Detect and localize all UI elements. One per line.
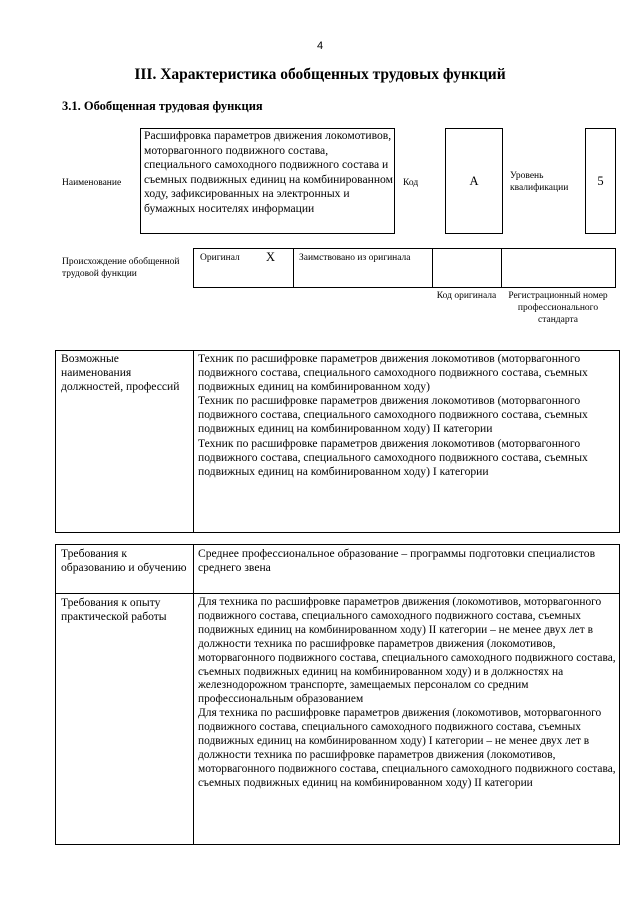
- positions-value: Техник по расшифровке параметров движения локомотивов (моторвагонного подвижного состава, специального самоходного подвижного состава, съемных подвижных единиц на комбинированном ходу) Техник по расшифровке параметров движения локомотивов (моторвагонного подвижного состава, специального самоходного подвижного состава, съемных подвижных единиц на комбинированном ходу) II категории Техник по расшифровке параметров движения локомотивов (моторвагонного подвижного состава, специального самоходного подвижного состава, съемных подвижных единиц на комбинированном ходу) I категории: [198, 352, 588, 478]
- experience-label: Требования к опыту практической работы: [61, 596, 167, 624]
- name-label: Наименование: [62, 178, 122, 188]
- code-original-caption: Код оригинала: [436, 291, 497, 301]
- code-label: Код: [403, 178, 419, 188]
- name-value: Расшифровка параметров движения локомотивов, моторвагонного подвижного состава, специального самоходного подвижного состава и съемных подвижных единиц на комбинированном ходу, зафиксированных на электронных и бумажных носителях информации: [144, 129, 393, 215]
- education-value: Среднее профессиональное образование – программы подготовки специалистов среднего звена: [198, 547, 596, 575]
- original-mark: X: [266, 250, 276, 264]
- education-label: Требования к образованию и обучению: [61, 547, 187, 575]
- level-label: Уровень квалификации: [510, 171, 569, 193]
- subsection-title: 3.1. Обобщенная трудовая функция: [62, 99, 263, 113]
- borrowed-label: Заимствовано из оригинала: [299, 253, 411, 263]
- code-value: А: [469, 174, 479, 188]
- experience-value: Для техника по расшифровке параметров движения (локомотивов, моторвагонного подвижного состава, специального самоходного подвижного состава, съемных подвижных единиц на комбинированном ходу) II категории – не менее двух лет в должности техника по расшифровке параметров движения (локомотивов, моторвагонного подвижного состава, специального самоходного подвижного состава, съемных подвижных единиц на комбинированном ходу) и в должностях на железнодорожном транспорте, замещаемых персоналом со средним профессиональным образованием Для техника по расшифровке параметров движения (локомотивов, моторвагонного подвижного состава, специального самоходного подвижного состава, съемных подвижных единиц на комбинированном ходу) I категории – не менее двух лет в должности техника по расшифровке параметров движения (локомотивов, моторвагонного подвижного состава, специального самоходного подвижного состава, съемных подвижных единиц на комбинированном ходу) II категории: [198, 596, 616, 789]
- reg-number-caption: Регистрационный номер профессионального стандарта: [508, 291, 608, 325]
- positions-label: Возможные наименования должностей, профессий: [61, 352, 180, 394]
- section-title: III. Характеристика обобщенных трудовых функций: [134, 66, 506, 83]
- page-number: 4: [316, 40, 324, 52]
- level-value: 5: [597, 174, 604, 188]
- original-label: Оригинал: [200, 253, 240, 263]
- origin-label: Происхождение обобщенной трудовой функции: [62, 257, 180, 279]
